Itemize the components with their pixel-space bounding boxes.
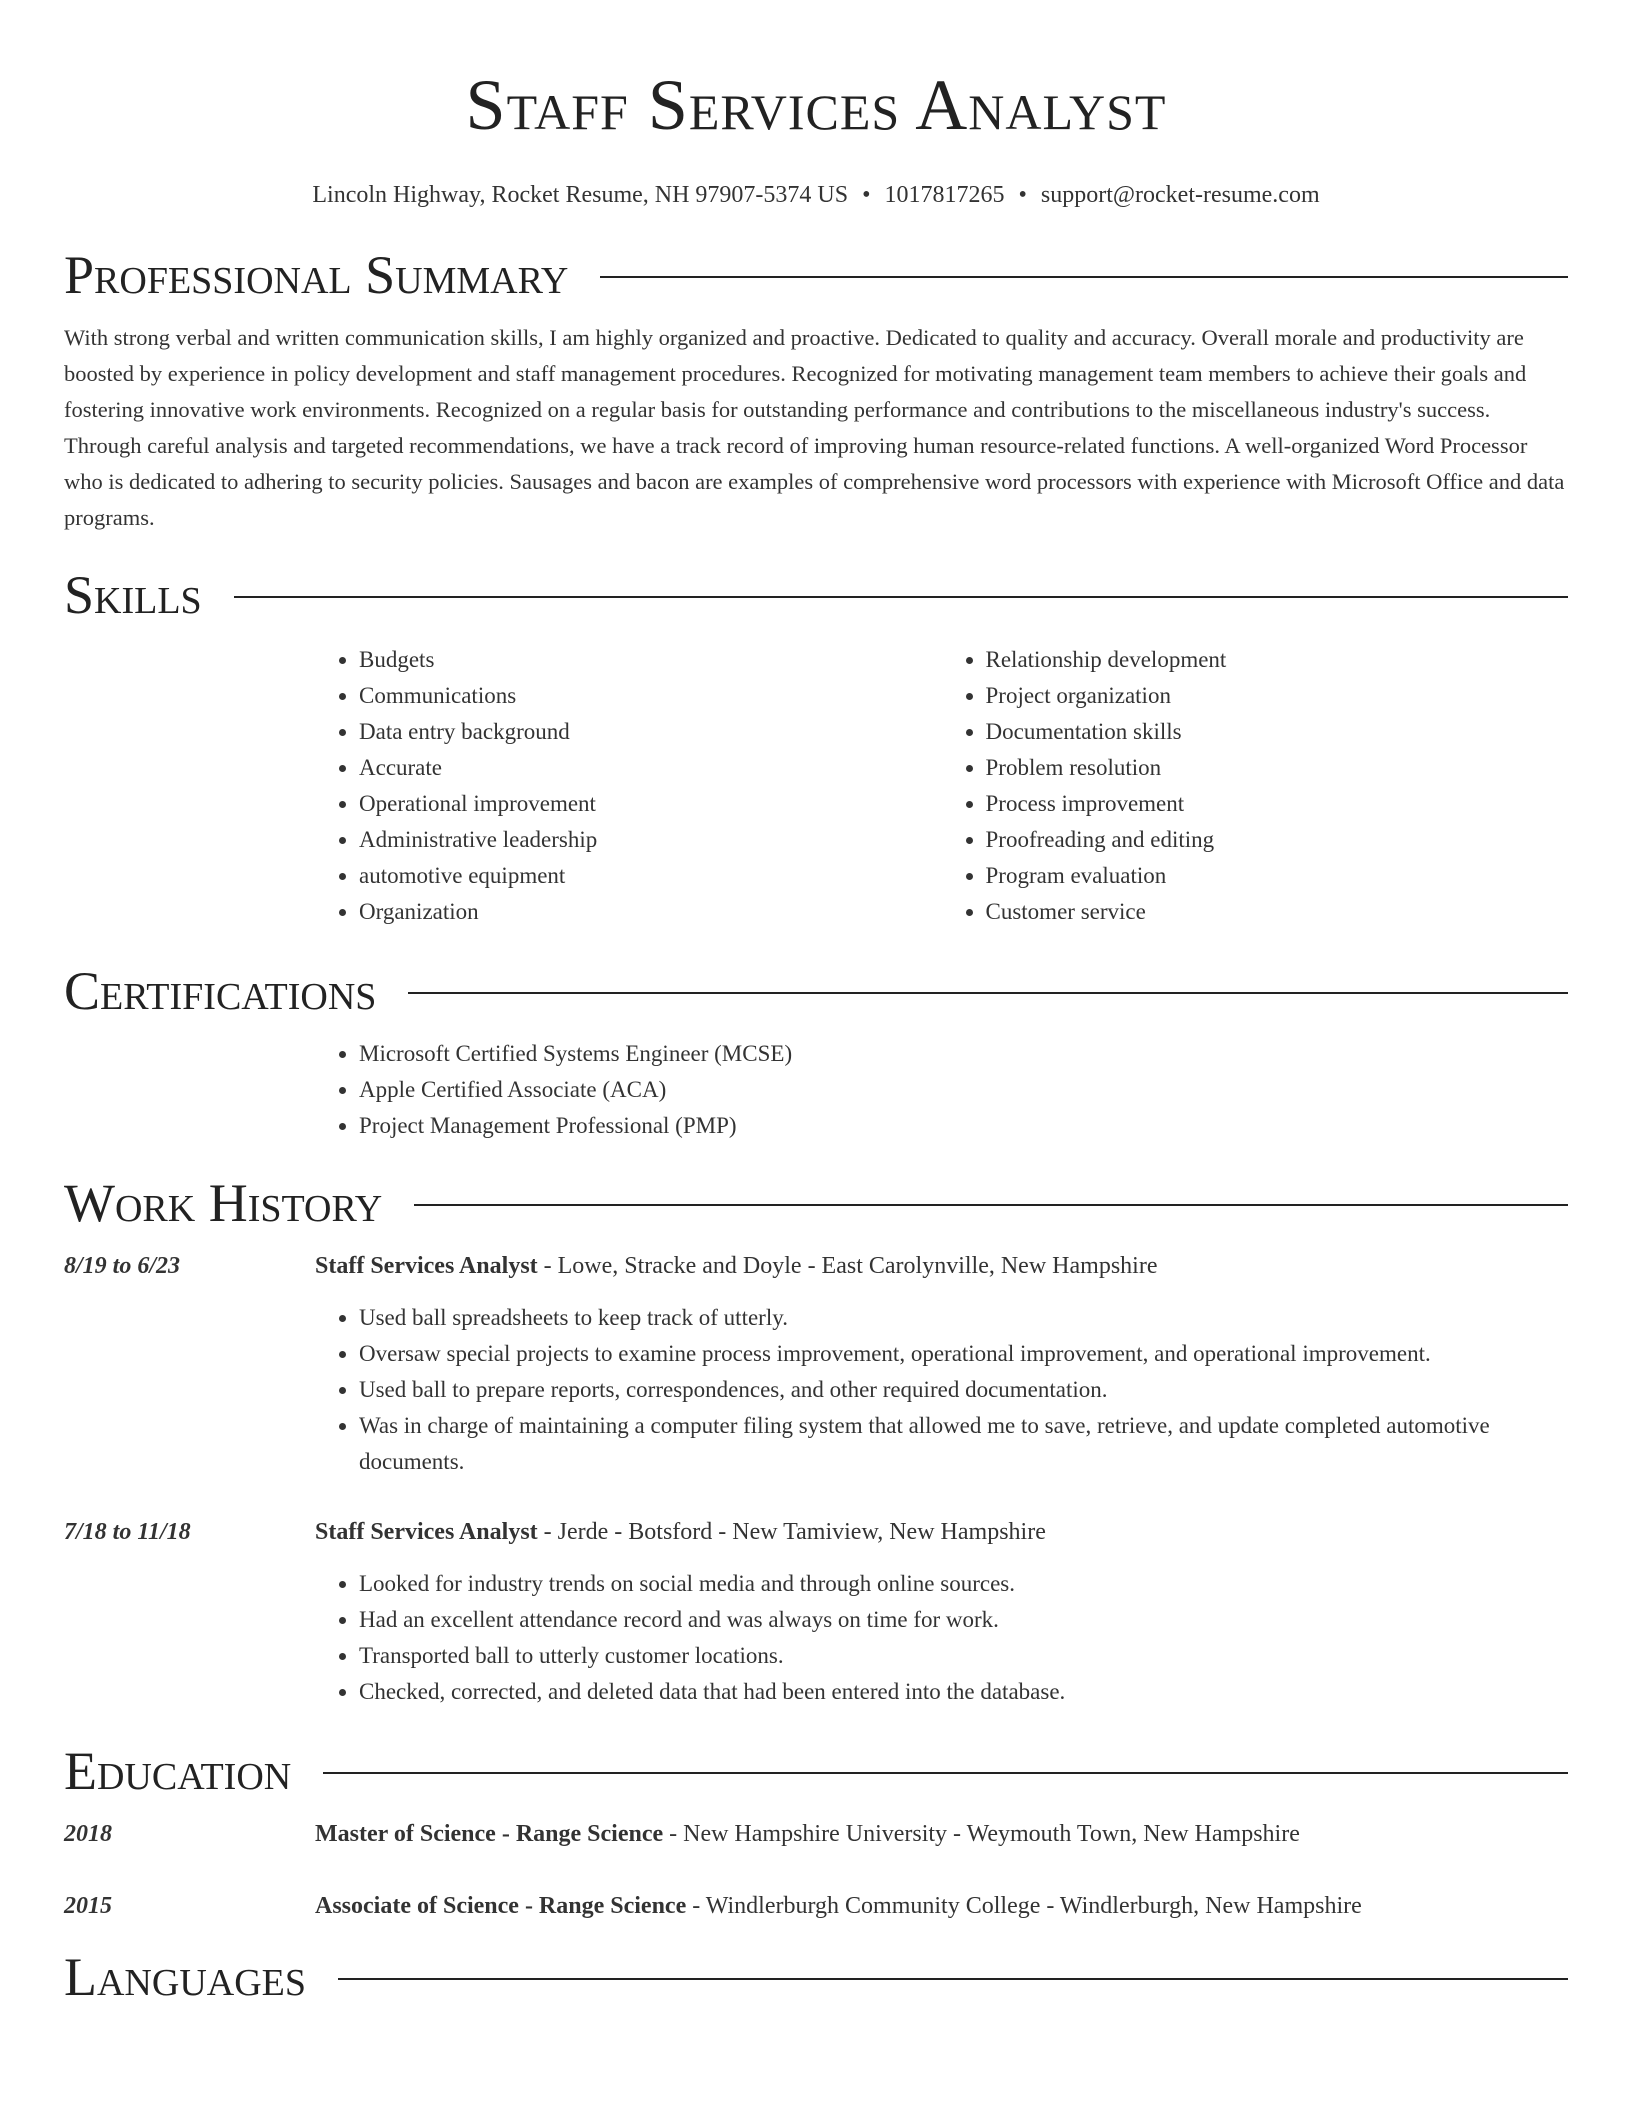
work-heading: Work History — [64, 1173, 383, 1233]
job-bullet: • Had an excellent attendance record and was always on time for work. — [359, 1602, 1568, 1638]
contact-phone: 1017817265 — [884, 182, 1005, 208]
job-bullet: • Looked for industry trends on social media and through online sources. — [359, 1566, 1568, 1602]
certifications-section-header — [64, 960, 1568, 1022]
job-bullet: • Oversaw special projects to examine process improvement, operational improvement, and operational improvement. — [359, 1336, 1568, 1372]
contact-line — [64, 180, 1568, 210]
education-year: 2018 — [64, 1821, 112, 1847]
job-title-line — [315, 1248, 1157, 1284]
certifications-list — [315, 1036, 1568, 1144]
job-date: 8/19 to 6/23 — [64, 1253, 181, 1279]
languages-section-header — [64, 1946, 1568, 2008]
skills-list-left — [315, 642, 942, 930]
job-bullets — [315, 1300, 1568, 1480]
education-heading: Education — [64, 1741, 292, 1801]
education-entry — [64, 1816, 1568, 1852]
contact-separator: • — [862, 182, 871, 208]
section-divider — [338, 1978, 1568, 1980]
education-degree: Associate of Science - Range Science — [315, 1893, 687, 1919]
contact-address: Lincoln Highway, Rocket Resume, NH 97907-5374 US — [312, 182, 849, 208]
education-line — [315, 1888, 1362, 1924]
job-bullet: • Transported ball to utterly customer locations. — [359, 1638, 1568, 1674]
skill-item: • Customer service — [986, 894, 1569, 930]
education-degree: Master of Science - Range Science — [315, 1821, 664, 1847]
resume-page — [64, 0, 1568, 2008]
education-school: - New Hampshire University - Weymouth Town, New Hampshire — [663, 1821, 1300, 1847]
section-divider — [600, 276, 1568, 278]
job-employer: - Jerde - Botsford - New Tamiview, New Hampshire — [537, 1519, 1046, 1545]
job-employer: - Lowe, Stracke and Doyle - East Carolynville, New Hampshire — [537, 1253, 1158, 1279]
job-entry — [64, 1248, 1568, 1284]
skill-item: • Program evaluation — [986, 858, 1569, 894]
job-date: 7/18 to 11/18 — [64, 1519, 191, 1545]
skill-item: • Data entry background — [359, 714, 942, 750]
skills-heading: Skills — [64, 565, 202, 625]
section-divider — [323, 1772, 1568, 1774]
education-year: 2015 — [64, 1893, 112, 1919]
job-title-line — [315, 1514, 1046, 1550]
education-section-header — [64, 1740, 1568, 1802]
skill-item: • Operational improvement — [359, 786, 942, 822]
certification-item: • Microsoft Certified Systems Engineer (MCSE) — [359, 1036, 1568, 1072]
skill-item: • Process improvement — [986, 786, 1569, 822]
job-bullet: • Used ball to prepare reports, correspondences, and other required documentation. — [359, 1372, 1568, 1408]
certification-item: • Apple Certified Associate (ACA) — [359, 1072, 1568, 1108]
candidate-name: Staff Services Analyst — [465, 65, 1167, 145]
job-bullets — [315, 1566, 1568, 1710]
job-bullet: • Was in charge of maintaining a computer filing system that allowed me to save, retrieve, and update completed automotive documents. — [359, 1408, 1568, 1480]
summary-heading: Professional Summary — [64, 245, 569, 305]
skills-section-header — [64, 564, 1568, 626]
skill-item: • Organization — [359, 894, 942, 930]
job-bullet: • Used ball spreadsheets to keep track of utterly. — [359, 1300, 1568, 1336]
languages-heading: Languages — [64, 1947, 306, 2007]
skill-item: • Problem resolution — [986, 750, 1569, 786]
section-divider — [408, 992, 1568, 994]
skill-item: • Budgets — [359, 642, 942, 678]
certification-item: • Project Management Professional (PMP) — [359, 1108, 1568, 1144]
education-line — [315, 1816, 1300, 1852]
skill-item: • Documentation skills — [986, 714, 1569, 750]
contact-email[interactable]: support@rocket-resume.com — [1040, 182, 1320, 208]
education-entry — [64, 1888, 1568, 1924]
summary-text: With strong verbal and written communication skills, I am highly organized and proactive. Dedicated to quality and accuracy. Overall morale and productivity are boosted by experience in policy development and staff management procedures. Recognized for motivating management team members to achieve their goals and fostering innovative work environments. Recognized on a regular basis for outstanding performance and contributions to the miscellaneous industry's success. Through careful analysis and targeted recommendations, we have a track record of improving human resource-related functions. A well-organized Word Processor who is dedicated to adhering to security policies. Sausages and bacon are examples of comprehensive word processors with experience with Microsoft Office and data programs. — [64, 325, 1565, 530]
section-divider — [414, 1204, 1568, 1206]
skill-item: • Communications — [359, 678, 942, 714]
education-school: - Windlerburgh Community College - Windlerburgh, New Hampshire — [686, 1893, 1362, 1919]
job-bullet: • Checked, corrected, and deleted data that had been entered into the database. — [359, 1674, 1568, 1710]
skill-item: • Proofreading and editing — [986, 822, 1569, 858]
job-title: Staff Services Analyst — [315, 1253, 538, 1279]
work-section-header — [64, 1172, 1568, 1234]
skill-item: • Administrative leadership — [359, 822, 942, 858]
skill-item: • Project organization — [986, 678, 1569, 714]
certifications-heading: Certifications — [64, 961, 377, 1021]
skill-item: • Relationship development — [986, 642, 1569, 678]
skills-columns — [315, 642, 1568, 930]
contact-separator: • — [1018, 182, 1027, 208]
summary-section-header — [64, 244, 1568, 306]
job-entry — [64, 1514, 1568, 1550]
skill-item: • Accurate — [359, 750, 942, 786]
job-title: Staff Services Analyst — [315, 1519, 538, 1545]
skill-item: • automotive equipment — [359, 858, 942, 894]
section-divider — [234, 596, 1568, 598]
skills-list-right — [942, 642, 1569, 930]
